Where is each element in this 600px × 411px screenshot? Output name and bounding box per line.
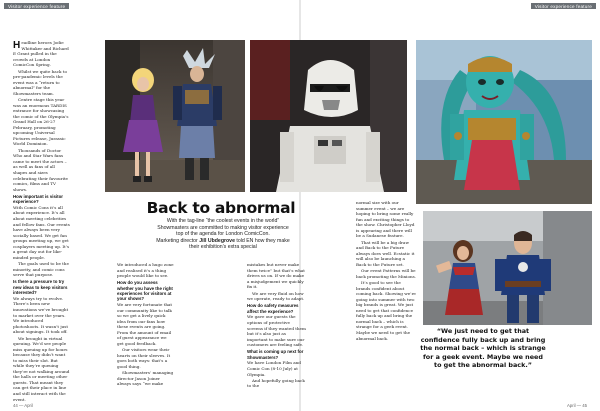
body-paragraph: Our event Patterns will be back promoting the Minions. (356, 268, 416, 279)
body-paragraph: Our visitors wear their hearts on their sleeves. It goes both ways: that’s a good thing. (117, 347, 171, 369)
article-column-4 (356, 200, 416, 352)
article-column-3 (247, 262, 307, 404)
twilek-cosplayer-photo (416, 40, 592, 204)
folio-right: April — 45 (566, 403, 587, 408)
interview-question: What is coming up next for Showmasters? (247, 349, 304, 360)
body-paragraph: We have London Film and Comic Con (8-10 July) at Olympia. (247, 360, 301, 377)
superhero-couple-photo (423, 211, 592, 325)
cosplay-group-photo (105, 40, 245, 192)
article-headline: Back to abnormal (146, 199, 296, 217)
article-column-1 (13, 40, 70, 404)
pull-quote: “We just need to get that confidence fully back up and bring the normal back – which is strange for a geek event. Maybe we need to get the abnormal back.” (420, 327, 546, 369)
body-paragraph: It’s good to see the brands confident about coming back. Showing we’re going into summer with two big brands is great. We just need to get that confidence fully back up and bring the normal back – which is strange for a geek event. Maybe we need to get the abnormal back. (356, 280, 416, 341)
interview-question: Is there a pressure to try new ideas to keep visitors interested? (13, 279, 68, 296)
interview-question: How do you assess whether you have the right experiences for visitors at your shows? (117, 280, 173, 302)
running-head-right: Visitor experience feature (531, 3, 596, 9)
body-paragraph: Centre stage this year was an enormous TARDIS entrance for showcasing the comic of the Olympia’s Grand Hall on 26-27 February, promoting upcoming Universal Pictures release, Jurassic World Dominion. (13, 97, 69, 147)
drop-cap: H (13, 40, 21, 51)
body-paragraph: We gave our guests the options of protective screens if they wanted them but it’s also just as important to make sure our customers are feeling safe. (247, 314, 306, 348)
body-paragraph: Thousands of Doctor Who and Star Wars fans came to meet the actors – as well as fans of all shapes and sizes celebrating their favourite comics, films and TV shows. (13, 147, 68, 192)
body-paragraph: mistakes but never make them twice” but that’s what drives us on. If we do make a misjudgement we quickly fix it. (247, 262, 305, 290)
interview-question: How do safety measures affect the experience? (247, 303, 299, 314)
standfirst: With the tag-line “the coolest events in the world” Showmasters are committed to making visitor experience top of the agenda for London ComicCon. Marketing director Jill Ubdegrove told EN how they make their exhibition’s extra special (156, 218, 290, 251)
body-paragraph: We brought in virtual queuing. We’d see people miss queuing up for hours because they didn’t want to miss their slot. But while they’re queuing they’re not walking around the halls or meeting other guests. That meant they can get their place in line and still interact with the event. (13, 335, 70, 402)
body-paragraph: normal size with our summer event – we are hoping to bring some really fun and exciting things to the show. Christopher Lloyd is appearing and there will be a Sudanese feature. (356, 200, 415, 239)
marketing-director-name: Jill Ubdegrove (199, 237, 235, 244)
body-paragraph: Showmasters’ managing director Jason Joiner always says “we make (117, 370, 174, 387)
article-column-2 (117, 262, 174, 404)
folio-left: 44 — April (13, 403, 33, 408)
body-paragraph: We always try to evolve. There’s been new innovations we’ve brought to market over the years. We introduced photoshoots. It wasn’t just about signings. It took off. (13, 295, 69, 335)
body-paragraph: We are very fortunate that our community like to talk so we get a lively quick idea from our fans how these events are going. From the amount of email of guest appearance we get good feedback. (117, 302, 173, 346)
body-paragraph: With Comic Cons it’s all about experience. It’s all about meeting celebrities and fellow fans. Our events have always been very socially based. We get fan groups meeting up, we get cosplayers meeting up. It’s a great day out for like-minded people. (13, 204, 70, 260)
interview-question: How important is visitor experience? (13, 193, 64, 205)
body-paragraph: And hopefully going back to the (247, 377, 305, 389)
stormtrooper-photo (250, 40, 407, 192)
body-paragraph: Whilst we quite back to pre-pandemic levels the event was a “return to abnormal” for the Showmasters team. (13, 68, 67, 96)
body-paragraph: The goals used to be the minority, and comic cons serve that purpose. (13, 261, 69, 278)
body-paragraph: That will be a big draw and Back to the Future always does well. Ecstatic it will also be launching a Back to the Future set. (356, 239, 415, 267)
body-paragraph: We are very fluid on how we operate, ready to adapt. (247, 290, 305, 302)
running-head-left: Visitor experience feature (4, 3, 69, 9)
intro-paragraph: Headline heroes Jodie Whittaker and Richard E Grant pulled in the crowds at London ComicCon Spring. (13, 40, 69, 68)
body-paragraph: We introduced a hugo zone and realised it’s a thing people would like to see. (117, 262, 174, 279)
